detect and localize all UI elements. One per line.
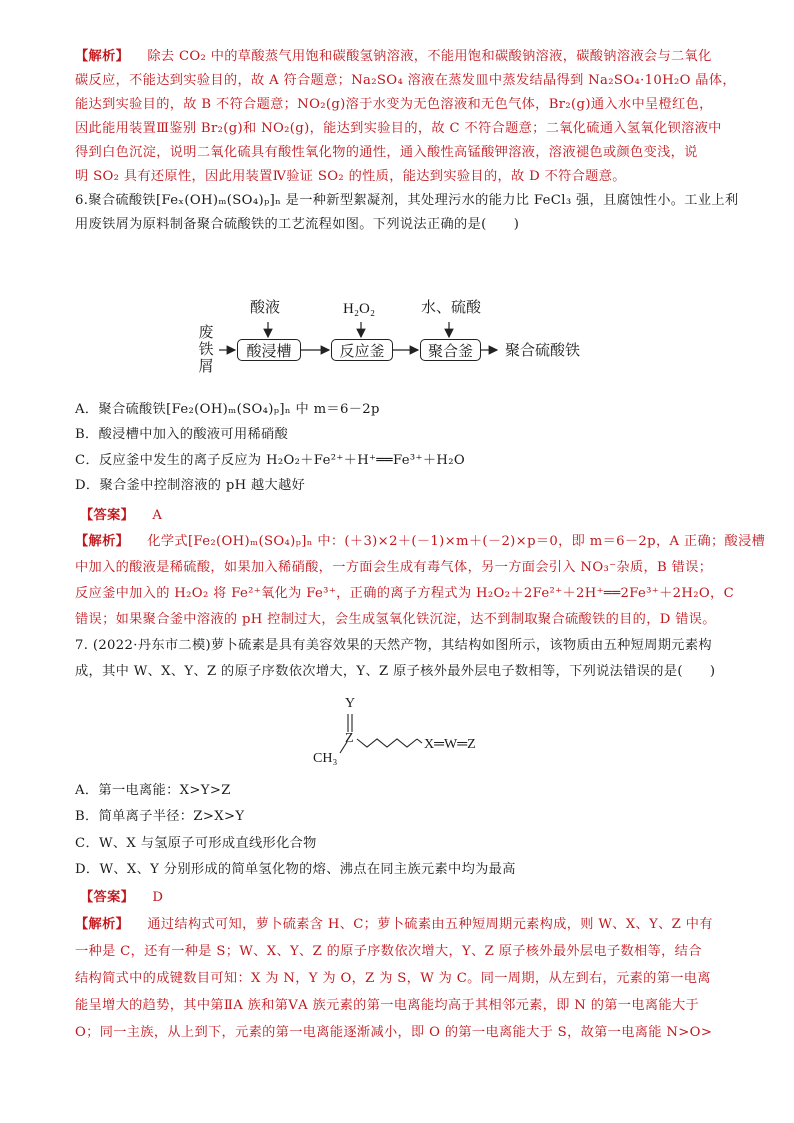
q6-option-b: B．酸浸槽中加入的酸液可用稀硝酸 (75, 427, 289, 442)
q6-answer-value: A (152, 508, 163, 523)
q5-analysis-line-4: 因此能用装置Ⅲ鉴别 Br₂(g)和 NO₂(g)，能达到实验目的，故 C 不符合题意；二氧化硫通入氢氧化钡溶液中 (75, 121, 722, 136)
analysis-tag: 【解析】 (75, 917, 130, 932)
q6-option-c: C．反应釜中发生的离子反应为 H₂O₂＋Fe²⁺＋H⁺══Fe³⁺＋H₂O (75, 453, 466, 468)
q6-analysis-line-4: 错误；如果聚合釜中溶液的 pH 控制过大，会生成氢氧化铁沉淀，达不到制取聚合硫酸铁的目的，D 错误。 (75, 612, 716, 627)
q5-analysis-line-1: 【解析】 除去 CO₂ 中的草酸蒸气用饱和碳酸氢钠溶液，不能用饱和碳酸钠溶液，碳酸钠溶液会与二氧化 (75, 49, 712, 64)
q7-stem-line-2: 成，其中 W、X、Y、Z 的原子序数依次增大，Y、Z 原子核外最外层电子数相等，下列说法错误的是( ) (75, 664, 716, 679)
answer-tag: 【答案】 (80, 890, 135, 905)
q7-stem-line-1: 7. (2022·丹东市二模)萝卜硫素是具有美容效果的天然产物，其结构如图所示，该物质由五种短周期元素构 (75, 638, 712, 653)
q6-option-a: A．聚合硫酸铁[Fe₂(OH)ₘ(SO₄)ₚ]ₙ 中 m＝6－2p (75, 402, 380, 417)
group-ch3: CH₃ (313, 751, 338, 766)
q7-analysis-line-5: O；同一主族，从上到下，元素的第一电离能逐渐减小，即 O 的第一电离能大于 S，故第一电离能 N>O> (75, 1025, 713, 1040)
q7-option-a: A．第一电离能：X>Y>Z (75, 783, 231, 798)
q7-option-d: D．W、X、Y 分别形成的简单氢化物的熔、沸点在同主族元素中均为最高 (75, 862, 516, 877)
atom-y: Y (345, 696, 356, 711)
q6-analysis-line-3: 反应釜中加入的 H₂O₂ 将 Fe²⁺氧化为 Fe³⁺，正确的离子方程式为 H₂O₂＋2Fe²⁺＋2H⁺══2Fe³⁺＋2H₂O，C (75, 586, 735, 601)
q7-option-c: C．W、X 与氢原子可形成直线形化合物 (75, 836, 317, 851)
q5-analysis-line-5: 得到白色沉淀，说明二氧化硫具有酸性氧化物的通性，通入酸性高锰酸钾溶液，溶液褪色或颜色变浅，说 (75, 145, 698, 160)
q6-analysis-line-2: 中加入的酸液是稀硫酸，如果加入稀硝酸，一方面会生成有毒气体，另一方面会引入 NO₃⁻杂质，B 错误； (75, 560, 713, 575)
analysis-tag: 【解析】 (75, 534, 130, 549)
process-flow-diagram (195, 238, 615, 378)
q7-analysis-line-1: 【解析】 通过结构式可知，萝卜硫素含 H、C；萝卜硫素由五种短周期元素构成，则 W、X、Y、Z 中有 (75, 917, 713, 932)
box-reactor: 反应釜 (331, 339, 393, 361)
q6-answer (80, 504, 730, 528)
reagent-acid: 酸液 (250, 298, 281, 316)
chain-xwz: X═W═Z (424, 737, 476, 752)
q7-option-b: B．简单离子半径：Z>X>Y (75, 809, 245, 824)
reagent-water-sulfuric: 水、硫酸 (421, 298, 482, 316)
q7-analysis-line-3: 结构简式中的成键数目可知：X 为 N，Y 为 O，Z 为 S，W 为 C。同一周期，从左到右，元素的第一电离 (75, 971, 711, 986)
answer-tag: 【答案】 (80, 508, 135, 523)
q7-answer (80, 886, 730, 910)
q7-answer-value: D (152, 890, 164, 905)
box-polymerizer: 聚合釜 (420, 339, 481, 361)
analysis-tag: 【解析】 (75, 49, 130, 64)
q7-analysis-line-4: 能呈增大的趋势，其中第ⅡA 族和第ⅤA 族元素的第一电离能均高于其相邻元素，即 N 的第一电离能大于 (75, 998, 700, 1013)
q6-option-d: D．聚合釜中控制溶液的 pH 越大越好 (75, 478, 306, 493)
q7-analysis-line-2: 一种是 C，还有一种是 S；W、X、Y、Z 的原子序数依次增大，Y、Z 原子核外最外层电子数相等，结合 (75, 944, 702, 959)
q5-analysis-line-6: 明 SO₂ 具有还原性，因此用装置Ⅳ验证 SO₂ 的性质，能达到实验目的，故 D 不符合题意。 (75, 169, 626, 184)
q5-analysis-line-3: 能达到实验目的，故 B 不符合题意；NO₂(g)溶于水变为无色溶液和无色气体，Br₂(g)通入水中呈橙红色， (75, 97, 713, 112)
atom-z: Z (345, 731, 354, 746)
input-scrap-iron: 废 铁 屑 (198, 323, 214, 375)
q6-analysis-line-1: 【解析】 化学式[Fe₂(OH)ₘ(SO₄)ₚ]ₙ 中：(＋3)×2＋(－1)×m＋(－2)×p＝0，即 m＝6－2p，A 正确；酸浸槽 (75, 534, 766, 549)
box-acid-leach-tank: 酸浸槽 (237, 339, 301, 361)
q6-stem-line-2: 用废铁屑为原料制备聚合硫酸铁的工艺流程如图。下列说法正确的是( ) (75, 217, 520, 232)
reagent-h2o2: H₂O₂ (343, 301, 376, 317)
q6-stem-line-1: 6.聚合硫酸铁[Feₓ(OH)ₘ(SO₄)ₚ]ₙ 是一种新型絮凝剂，其处理污水的能力比 FeCl₃ 强，且腐蚀性小。工业上利 (75, 193, 739, 208)
output-product: 聚合硫酸铁 (505, 341, 581, 359)
q5-analysis-line-2: 碳反应，不能达到实验目的，故 A 符合题意；Na₂SO₄ 溶液在蒸发皿中蒸发结晶得到 Na₂SO₄·10H₂O 晶体， (75, 73, 736, 88)
structure-diagram (300, 695, 520, 770)
